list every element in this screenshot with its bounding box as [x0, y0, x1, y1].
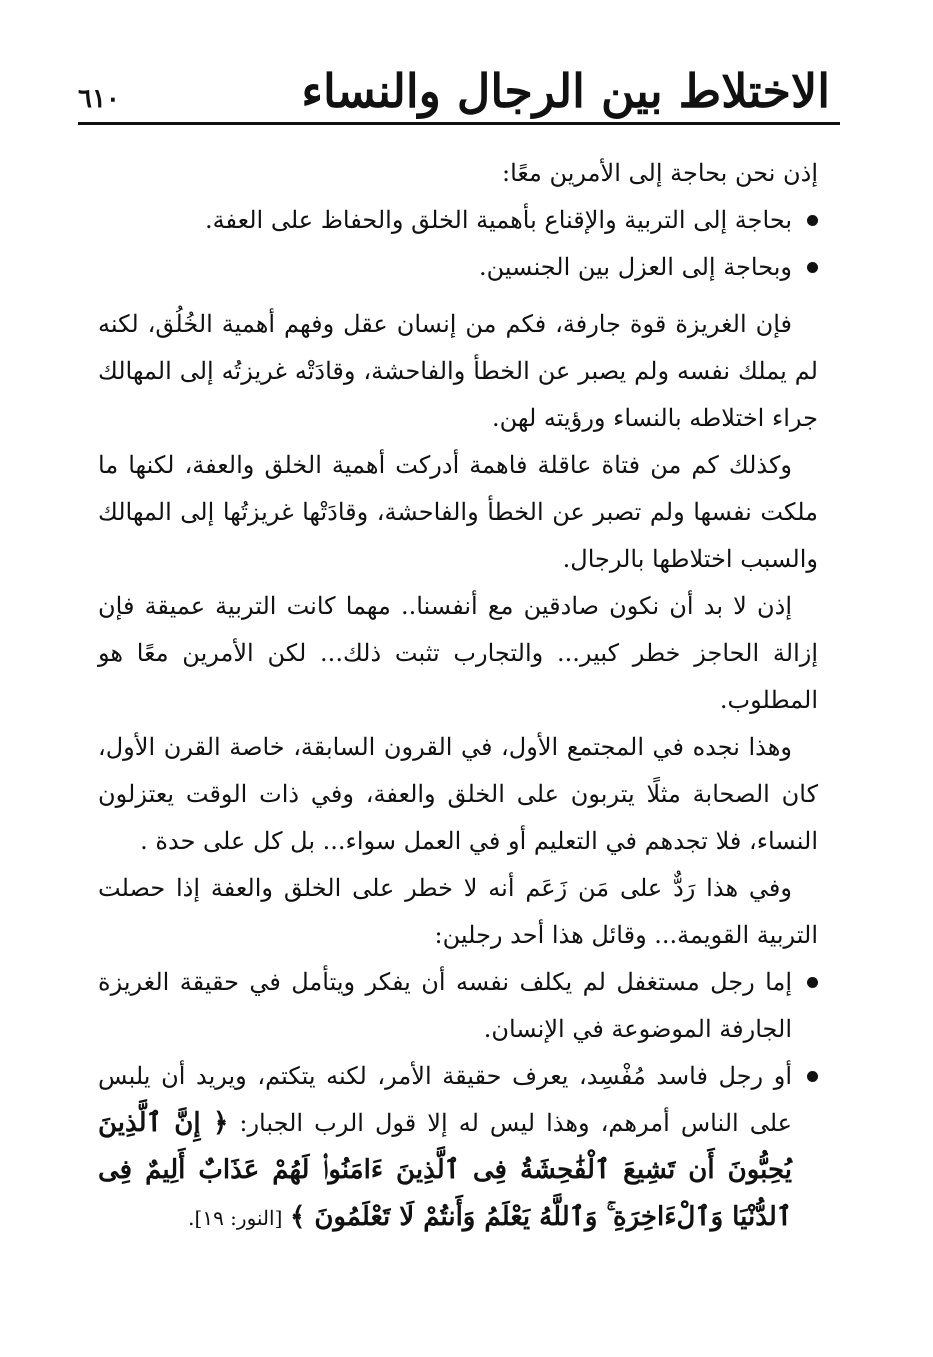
quran-verse: ﴿ إِنَّ ٱلَّذِينَ يُحِبُّونَ أَن تَشِيعَ ٱلْفَٰحِشَةُ فِى ٱلَّذِينَ ءَامَنُوا۟ لَهُمْ عَذَابٌ أَلِيمٌ فِى ٱلدُّنْيَا وَٱلْءَاخِرَةِ ۚ وَٱللَّهُ يَعْلَمُ وَأَنتُمْ لَا تَعْلَمُونَ ﴾	[98, 1108, 792, 1232]
bullet-item-separation	[98, 244, 818, 291]
page-header	[78, 60, 840, 130]
page-body	[98, 150, 818, 1300]
bullet-icon	[807, 262, 818, 273]
header-rule	[78, 122, 840, 125]
bullet-icon	[807, 977, 818, 988]
bullet-text: أو رجل فاسد مُفْسِد، يعرف حقيقة الأمر، لكنه يتكتم، ويريد أن يلبس على الناس أمرهم، وهذا ليس له إلا قول الرب الجبار:	[98, 1062, 792, 1137]
bullet-text: بحاجة إلى التربية والإقناع بأهمية الخلق والحفاظ على العفة.	[205, 206, 792, 234]
paragraph-intro: إذن نحن بحاجة إلى الأمرين معًا:	[502, 159, 818, 187]
bullet-item-upbringing	[98, 197, 818, 244]
verse-reference: [النور: ١٩].	[188, 1206, 283, 1230]
paragraph-girl: وكذلك كم من فتاة عاقلة فاهمة أدركت أهمية الخلق والعفة، لكنها ما ملكت نفسها ولم تصبر عن الخطأ والفاحشة، وقادَتْها غريزتُها إلى المهالك والسبب اختلاطها بالرجال.	[98, 451, 818, 573]
bullet-item-heedless-man	[98, 959, 818, 1053]
running-title: الاختلاط بين الرجال والنساء	[301, 64, 830, 118]
bullet-icon	[807, 1071, 818, 1082]
bullet-text: وبحاجة إلى العزل بين الجنسين.	[479, 253, 792, 281]
paragraph-instinct: فإن الغريزة قوة جارفة، فكم من إنسان عقل وفهم أهمية الخُلُق، لكنه لم يملك نفسه ولم يصبر عن الخطأ والفاحشة، وقادَتْه غريزتُه إلى المهالك جراء اختلاطه بالنساء ورؤيته لهن.	[98, 310, 818, 432]
paragraph-first-society: وهذا نجده في المجتمع الأول، في القرون السابقة، خاصة القرن الأول، كان الصحابة مثلًا يتربون على الخلق والعفة، وفي ذات الوقت يعتزلون النساء، فلا تجدهم في التعليم أو في العمل سواء... بل كل على حدة .	[98, 733, 818, 855]
paragraph-rebuttal: وفي هذا رَدٌّ على مَن زَعَم أنه لا خطر على الخلق والعفة إذا حصلت التربية القويمة... وقائل هذا أحد رجلين:	[98, 874, 818, 949]
page-number: ٦١٠	[78, 84, 120, 114]
bullet-text: إما رجل مستغفل لم يكلف نفسه أن يفكر ويتأمل في حقيقة الغريزة الجارفة الموضوعة في الإنسان.	[98, 968, 792, 1043]
bullet-item-corrupt-man	[98, 1053, 818, 1242]
paragraph-honesty: إذن لا بد أن نكون صادقين مع أنفسنا.. مهما كانت التربية عميقة فإن إزالة الحاجز خطر كبير... والتجارب تثبت ذلك... لكن الأمرين معًا هو المطلوب.	[98, 592, 818, 714]
bullet-icon	[807, 215, 818, 226]
